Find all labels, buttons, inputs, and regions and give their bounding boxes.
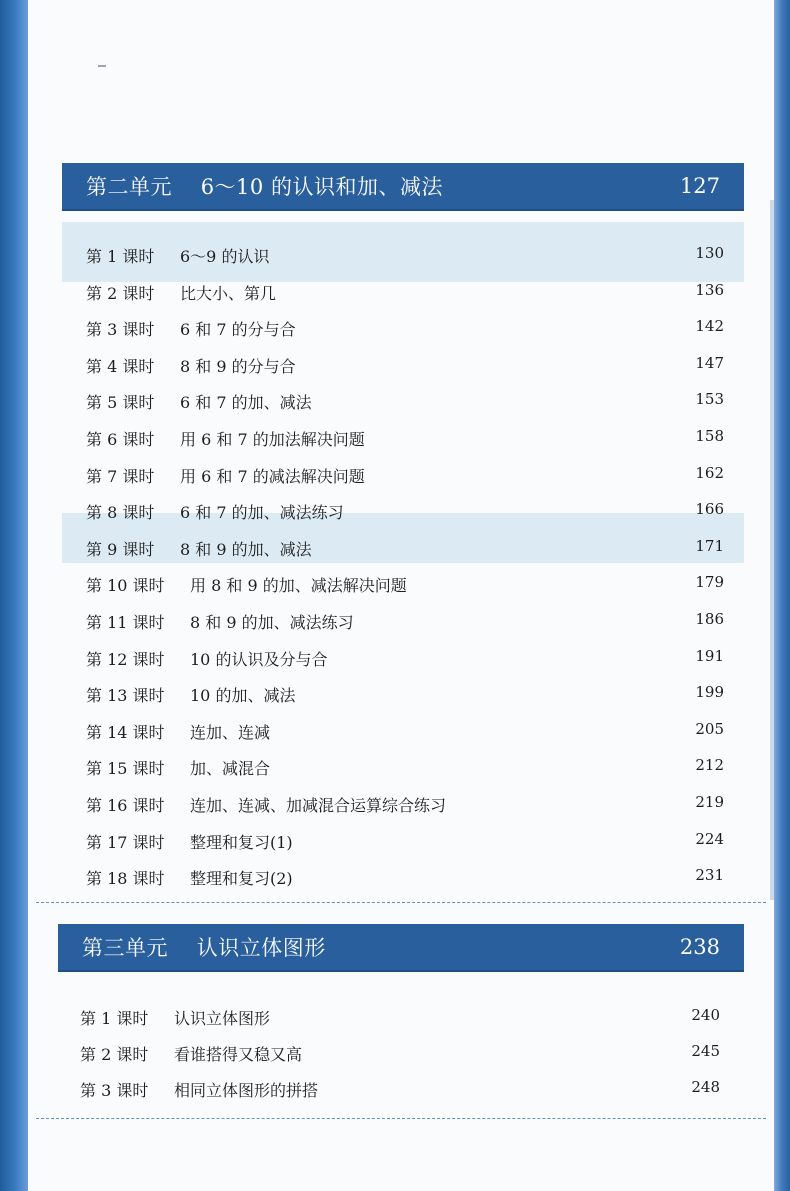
toc-row[interactable] bbox=[86, 866, 724, 890]
lesson-page-number: 158 bbox=[695, 427, 724, 445]
toc-row[interactable] bbox=[86, 683, 724, 707]
lesson-page-number: 205 bbox=[695, 719, 724, 738]
lesson-topic: 看谁搭得又稳又高 bbox=[174, 1045, 303, 1064]
toc-page bbox=[28, 0, 774, 1191]
lesson-topic: 6 和 7 的加、减法 bbox=[180, 393, 312, 413]
lesson-topic: 8 和 9 的加、减法练习 bbox=[190, 613, 354, 632]
lesson-page-number: 153 bbox=[695, 390, 724, 409]
lesson-label: 第 10 课时 bbox=[86, 576, 165, 596]
toc-row[interactable] bbox=[86, 244, 724, 268]
lesson-page-number: 199 bbox=[695, 683, 724, 702]
lesson-topic: 6～9 的认识 bbox=[180, 247, 270, 266]
book-spine-edge bbox=[0, 0, 28, 1191]
toc-row[interactable] bbox=[86, 573, 724, 597]
unit2-page-number: 127 bbox=[679, 174, 720, 198]
lesson-topic: 连加、连减 bbox=[190, 722, 271, 742]
lesson-label: 第 15 课时 bbox=[86, 759, 165, 779]
book-cover-edge bbox=[774, 0, 790, 1191]
lesson-page-number: 130 bbox=[695, 244, 724, 262]
toc-row[interactable] bbox=[80, 1006, 720, 1030]
lesson-page-number: 240 bbox=[691, 1006, 720, 1024]
page-bleed bbox=[770, 200, 774, 900]
toc-row[interactable] bbox=[86, 390, 724, 414]
lesson-page-number: 166 bbox=[695, 500, 724, 519]
lesson-page-number: 171 bbox=[695, 536, 724, 555]
lesson-label: 第 5 课时 bbox=[86, 393, 155, 413]
lesson-topic: 10 的认识及分与合 bbox=[190, 649, 328, 669]
lesson-topic: 8 和 9 的加、减法 bbox=[180, 539, 312, 559]
toc-row[interactable] bbox=[86, 720, 724, 744]
unit3-page-number: 238 bbox=[679, 935, 720, 959]
lesson-page-number: 212 bbox=[695, 756, 724, 775]
lesson-topic: 8 和 9 的分与合 bbox=[180, 356, 296, 376]
lesson-page-number: 191 bbox=[695, 646, 724, 665]
toc-row[interactable] bbox=[86, 756, 724, 780]
toc-row[interactable] bbox=[86, 464, 724, 488]
toc-row[interactable] bbox=[86, 830, 724, 854]
lesson-topic: 相同立体图形的拼搭 bbox=[174, 1081, 319, 1100]
lesson-label: 第 3 课时 bbox=[80, 1081, 149, 1100]
lesson-label: 第 1 课时 bbox=[86, 247, 155, 266]
lesson-page-number: 136 bbox=[695, 280, 724, 299]
lesson-page-number: 245 bbox=[691, 1042, 720, 1060]
lesson-topic: 6 和 7 的分与合 bbox=[180, 320, 296, 340]
toc-row[interactable] bbox=[80, 1042, 720, 1066]
unit2-title: 第二单元 6～10 的认识和加、减法 bbox=[86, 175, 443, 199]
lesson-label: 第 14 课时 bbox=[86, 722, 165, 742]
lesson-topic: 6 和 7 的加、减法练习 bbox=[180, 503, 344, 523]
lesson-label: 第 8 课时 bbox=[86, 503, 155, 523]
lesson-topic: 用 6 和 7 的加法解决问题 bbox=[180, 430, 365, 449]
print-speck bbox=[98, 65, 106, 67]
lesson-topic: 用 8 和 9 的加、减法解决问题 bbox=[190, 576, 407, 596]
unit2-header[interactable] bbox=[62, 163, 744, 209]
lesson-label: 第 17 课时 bbox=[86, 832, 165, 852]
toc-row[interactable] bbox=[86, 537, 724, 561]
lesson-label: 第 6 课时 bbox=[86, 430, 155, 449]
lesson-label: 第 12 课时 bbox=[86, 649, 165, 669]
lesson-topic: 比大小、第几 bbox=[180, 283, 277, 303]
toc-row[interactable] bbox=[86, 793, 724, 817]
unit3-header[interactable] bbox=[58, 924, 744, 970]
lesson-label: 第 1 课时 bbox=[80, 1009, 149, 1028]
lesson-topic: 10 的加、减法 bbox=[190, 686, 296, 706]
lesson-topic: 整理和复习(2) bbox=[190, 869, 293, 889]
lesson-label: 第 11 课时 bbox=[86, 613, 165, 632]
lesson-page-number: 231 bbox=[695, 866, 724, 885]
lesson-label: 第 2 课时 bbox=[86, 283, 155, 303]
unit3-title: 第三单元 认识立体图形 bbox=[82, 936, 326, 960]
toc-row[interactable] bbox=[86, 317, 724, 341]
lesson-topic: 用 6 和 7 的减法解决问题 bbox=[180, 466, 365, 486]
lesson-page-number: 142 bbox=[695, 317, 724, 336]
lesson-label: 第 16 课时 bbox=[86, 796, 165, 815]
toc-row[interactable] bbox=[86, 500, 724, 524]
lesson-label: 第 3 课时 bbox=[86, 320, 155, 340]
lesson-page-number: 179 bbox=[695, 573, 724, 592]
lesson-label: 第 13 课时 bbox=[86, 686, 165, 706]
lesson-label: 第 7 课时 bbox=[86, 466, 155, 486]
lesson-label: 第 2 课时 bbox=[80, 1045, 149, 1064]
lesson-label: 第 9 课时 bbox=[86, 539, 155, 559]
lesson-topic: 加、减混合 bbox=[190, 759, 271, 779]
lesson-label: 第 18 课时 bbox=[86, 869, 165, 889]
lesson-page-number: 224 bbox=[695, 829, 724, 848]
toc-row[interactable] bbox=[80, 1078, 720, 1102]
lesson-topic: 连加、连减、加减混合运算综合练习 bbox=[190, 796, 447, 815]
section-divider bbox=[36, 1118, 766, 1119]
lesson-page-number: 219 bbox=[695, 793, 724, 811]
toc-row[interactable] bbox=[86, 647, 724, 671]
lesson-topic: 认识立体图形 bbox=[174, 1009, 271, 1028]
lesson-page-number: 162 bbox=[695, 463, 724, 482]
section-divider bbox=[36, 902, 766, 903]
toc-row[interactable] bbox=[86, 354, 724, 378]
toc-row[interactable] bbox=[86, 427, 724, 451]
lesson-label: 第 4 课时 bbox=[86, 356, 155, 376]
lesson-page-number: 248 bbox=[691, 1078, 720, 1096]
lesson-page-number: 186 bbox=[695, 610, 724, 628]
lesson-topic: 整理和复习(1) bbox=[190, 832, 293, 852]
toc-row[interactable] bbox=[86, 610, 724, 634]
lesson-page-number: 147 bbox=[695, 353, 724, 372]
toc-row[interactable] bbox=[86, 281, 724, 305]
